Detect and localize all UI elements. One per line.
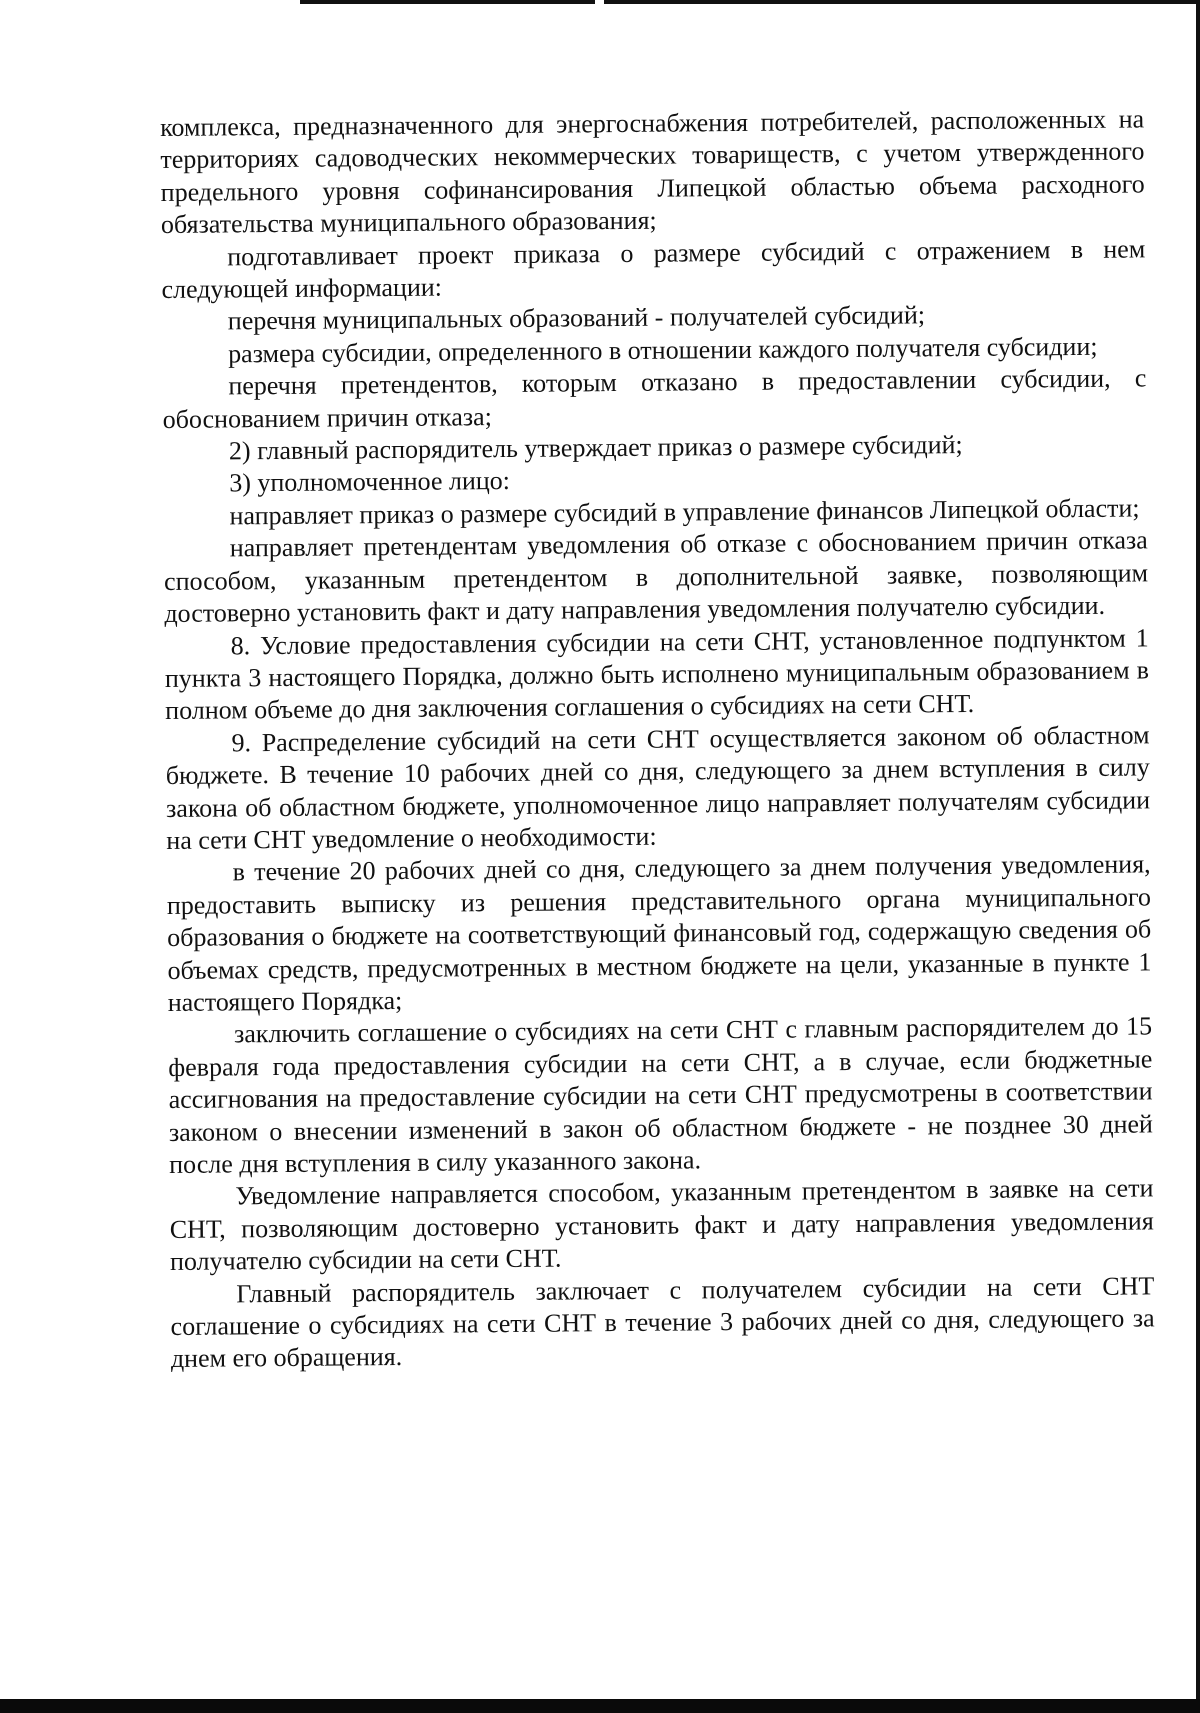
document-body — [160, 103, 1155, 1375]
paragraph-main-manager: Главный распорядитель заключает с получателем субсидии на сети СНТ соглашение о субсидиях на сети СНТ в течение 3 рабочих дней со дня, следующего за днем его обращения. — [170, 1270, 1155, 1374]
paragraph-notification-method: Уведомление направляется способом, указанным претендентом в заявке на сети СНТ, позволяющим достоверно установить факт и дату направления уведомления получателю субсидии на сети СНТ. — [169, 1173, 1154, 1277]
paragraph-sends-refusals: направляет претендентам уведомления об отказе с обоснованием причин отказа способом, указанным претендентом в дополнительной заявке, позволяющим достоверно установить факт и дату направления уведомления получателю субсидии. — [163, 525, 1149, 629]
paragraph-sends-order: направляет приказ о размере субсидий в управление финансов Липецкой области; — [229, 493, 1140, 531]
scan-edge-top-right — [604, 0, 1200, 4]
paragraph-within-20-days: в течение 20 рабочих дней со дня, следующего за днем получения уведомления, предоставить выписку из решения представительного органа муниципального образования о бюджете на соответствующий финансовый год, содержащую сведения об объемах средств, предусмотренных в местном бюджете на цели, указанные в пункте 1 настоящего Порядка; — [166, 849, 1152, 1017]
scan-edge-right — [1196, 0, 1200, 1713]
paragraph-subsidy-size: размера субсидии, определенного в отношении каждого получателя субсидии; — [227, 331, 1098, 369]
paragraph-continuation: комплекса, предназначенного для энергоснабжения потребителей, расположенных на территориях садоводческих некоммерческих товариществ, с учетом утвержденного предельного уровня софинансирования Липецкой областью объема расходного обязательства муниципального образования; — [160, 104, 1145, 240]
paragraph-section-8: 8. Условие предоставления субсидии на сети СНТ, установленное подпунктом 1 пункта 3 настоящего Порядка, должно быть исполнено муниципальным образованием в полном объеме до дня заключения соглашения о субсидиях на сети СНТ. — [164, 622, 1150, 726]
scan-edge-top-left — [300, 0, 595, 4]
paragraph-rejected-applicants: перечня претендентов, которым отказано в предоставлении субсидии, с обоснованием причин отказа; — [162, 363, 1147, 434]
paragraph-section-9: 9. Распределение субсидий на сети СНТ осуществляется законом об областном бюджете. В течение 10 рабочих дней со дня, следующего за днем вступления в силу закона об областном бюджете, уполномоченное лицо направляет получателям субсидии на сети СНТ уведомление о необходимости: — [165, 720, 1151, 855]
scan-edge-bottom — [0, 1699, 1200, 1713]
paragraph-item-2: 2) главный распорядитель утверждает приказ о размере субсидий; — [228, 430, 963, 466]
paragraph-prepares-order: подготавливает проект приказа о размере субсидий с отражением в нем следующей информации: — [161, 234, 1146, 305]
paragraph-list-municipalities: перечня муниципальных образований - получателей субсидий; — [227, 300, 926, 336]
paragraph-conclude-agreement: заключить соглашение о субсидиях на сети СНТ с главным распорядителем до 15 февраля года предоставления субсидии на сети СНТ, а в случае, если бюджетные ассигнования на предоставление субсидии на сети СНТ предусмотрены в соответствии законом о внесении изменений в закон об областном бюджете - не позднее 30 дней после дня вступления в силу указанного закона. — [168, 1011, 1153, 1179]
paragraph-item-3: 3) уполномоченное лицо: — [229, 466, 511, 498]
